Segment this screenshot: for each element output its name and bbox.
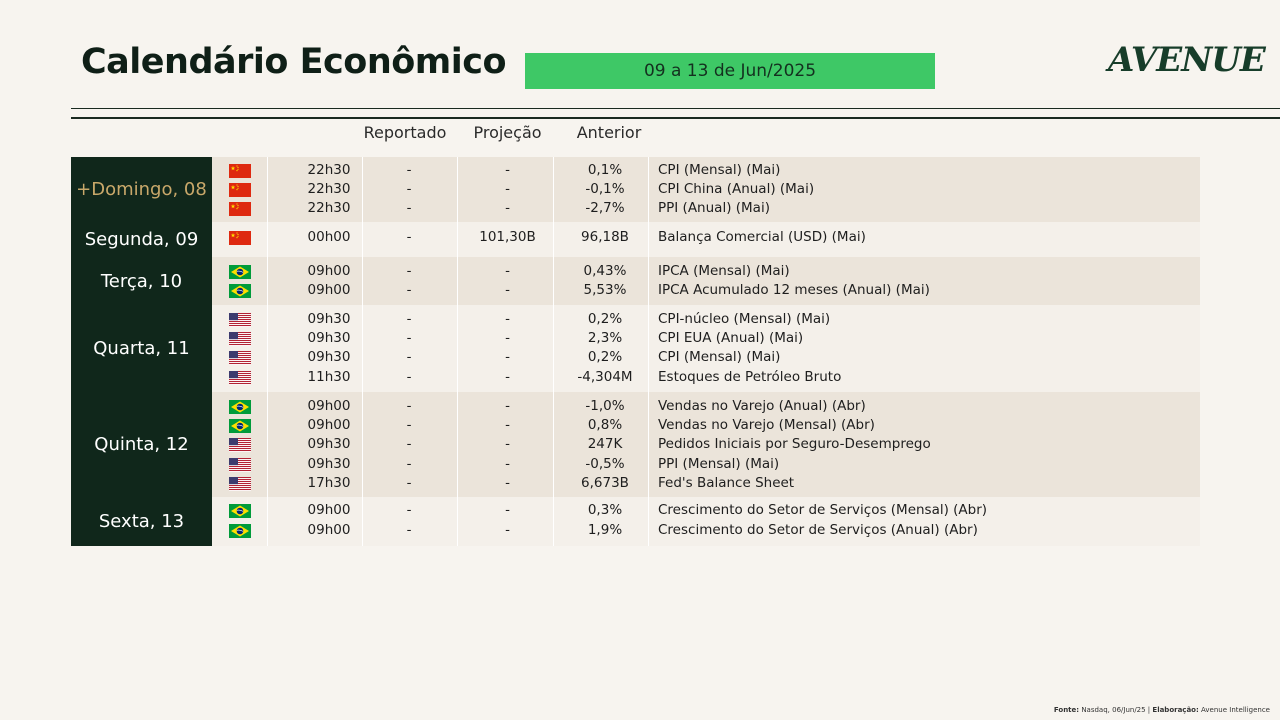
event-time: 09h30	[307, 349, 351, 365]
table-row	[212, 416, 1200, 435]
date-range-badge: 09 a 13 de Jun/2025	[525, 53, 935, 89]
previous-value: 0,2%	[587, 311, 623, 327]
day-group	[71, 257, 1200, 305]
day-group	[71, 222, 1200, 257]
previous-value: 5,53%	[583, 282, 627, 298]
table-row	[212, 435, 1200, 454]
projection-value: -	[505, 475, 510, 491]
reported-value: -	[406, 417, 412, 433]
event-name: CPI EUA (Anual) (Mai)	[658, 330, 804, 346]
previous-value: -1,0%	[585, 398, 625, 414]
event-time: 22h30	[307, 162, 351, 178]
projection-value: -	[505, 162, 510, 178]
previous-value: -4,304M	[577, 369, 633, 385]
brazil-flag-icon	[229, 419, 251, 433]
table-row	[212, 521, 1200, 540]
previous-value: 96,18B	[581, 229, 629, 245]
reported-value: -	[406, 330, 412, 346]
event-name: CPI China (Anual) (Mai)	[658, 181, 815, 197]
projection-value: -	[505, 436, 510, 452]
event-name: IPCA (Mensal) (Mai)	[658, 263, 790, 279]
table-row	[212, 348, 1200, 367]
day-label: Sexta, 13	[71, 497, 212, 546]
day-label: Quinta, 12	[71, 392, 212, 497]
day-group	[71, 157, 1200, 222]
day-rows	[212, 157, 1200, 222]
previous-value: 0,8%	[587, 417, 623, 433]
table-row	[212, 455, 1200, 474]
previous-value: 6,673B	[581, 475, 629, 491]
projection-value: -	[505, 502, 510, 518]
previous-value: -0,5%	[585, 456, 625, 472]
projection-value: -	[505, 311, 510, 327]
previous-value: 247K	[587, 436, 623, 452]
event-time: 09h30	[307, 311, 351, 327]
reported-value: -	[406, 398, 412, 414]
previous-value: 2,3%	[587, 330, 623, 346]
reported-value: -	[406, 162, 412, 178]
column-header-previous: Anterior	[576, 123, 642, 142]
brazil-flag-icon	[229, 504, 251, 518]
projection-value: -	[505, 200, 510, 216]
reported-value: -	[406, 282, 412, 298]
reported-value: -	[406, 229, 412, 245]
event-name: Estoques de Petróleo Bruto	[658, 369, 842, 385]
table-row	[212, 262, 1200, 281]
table-row	[212, 228, 1200, 247]
event-time: 09h00	[307, 502, 351, 518]
table-row	[212, 281, 1200, 300]
event-time: 17h30	[307, 475, 351, 491]
header-divider-top	[71, 108, 1280, 109]
brazil-flag-icon	[229, 400, 251, 414]
china-flag-icon	[229, 164, 251, 178]
event-name: Balança Comercial (USD) (Mai)	[658, 229, 866, 245]
reported-value: -	[406, 263, 412, 279]
china-flag-icon	[229, 183, 251, 197]
day-label: +Domingo, 08	[71, 157, 212, 222]
event-name: CPI-núcleo (Mensal) (Mai)	[658, 311, 831, 327]
page-title: Calendário Econômico	[81, 42, 507, 82]
reported-value: -	[406, 181, 412, 197]
projection-value: -	[505, 263, 510, 279]
event-time: 22h30	[307, 181, 351, 197]
reported-value: -	[406, 475, 412, 491]
reported-value: -	[406, 502, 412, 518]
event-name: Vendas no Varejo (Mensal) (Abr)	[658, 417, 875, 433]
event-name: Vendas no Varejo (Anual) (Abr)	[658, 398, 866, 414]
day-label: Quarta, 11	[71, 305, 212, 392]
day-rows	[212, 497, 1200, 546]
day-group	[71, 392, 1200, 497]
event-name: Crescimento do Setor de Serviços (Anual) (Abr)	[658, 522, 978, 538]
projection-value: -	[505, 398, 510, 414]
footer-source: Fonte: Nasdaq, 06/Jun/25 | Elaboração: Avenue Intelligence	[1053, 706, 1270, 714]
usa-flag-icon	[229, 313, 251, 327]
event-time: 22h30	[307, 200, 351, 216]
usa-flag-icon	[229, 438, 251, 452]
event-time: 11h30	[307, 369, 351, 385]
event-time: 09h00	[307, 417, 351, 433]
day-rows	[212, 222, 1200, 257]
reported-value: -	[406, 200, 412, 216]
event-name: CPI (Mensal) (Mai)	[658, 162, 781, 178]
event-name: PPI (Mensal) (Mai)	[658, 456, 780, 472]
usa-flag-icon	[229, 458, 251, 472]
projection-value: -	[505, 417, 510, 433]
china-flag-icon	[229, 202, 251, 216]
event-time: 09h00	[307, 522, 351, 538]
column-header-projection: Projeção	[473, 123, 542, 142]
previous-value: 0,43%	[583, 263, 627, 279]
day-rows	[212, 392, 1200, 497]
china-flag-icon	[229, 231, 251, 245]
reported-value: -	[406, 369, 412, 385]
projection-value: -	[505, 522, 510, 538]
event-time: 09h00	[307, 398, 351, 414]
reported-value: -	[406, 349, 412, 365]
projection-value: -	[505, 181, 510, 197]
projection-value: -	[505, 330, 510, 346]
previous-value: 0,2%	[587, 349, 623, 365]
usa-flag-icon	[229, 332, 251, 346]
avenue-logo: AVENUE	[1108, 40, 1265, 80]
event-name: CPI (Mensal) (Mai)	[658, 349, 781, 365]
previous-value: 1,9%	[587, 522, 623, 538]
table-row	[212, 501, 1200, 520]
event-time: 09h30	[307, 436, 351, 452]
day-rows	[212, 257, 1200, 305]
reported-value: -	[406, 456, 412, 472]
event-name: Pedidos Iniciais por Seguro-Desemprego	[658, 436, 931, 452]
day-group	[71, 497, 1200, 546]
day-rows	[212, 305, 1200, 392]
header-divider-bottom	[71, 117, 1280, 119]
table-row	[212, 161, 1200, 180]
event-time: 00h00	[307, 229, 351, 245]
event-name: PPI (Anual) (Mai)	[658, 200, 770, 216]
reported-value: -	[406, 522, 412, 538]
event-name: Fed's Balance Sheet	[658, 475, 795, 491]
previous-value: -2,7%	[585, 200, 625, 216]
table-row	[212, 397, 1200, 416]
event-time: 09h30	[307, 456, 351, 472]
previous-value: 0,3%	[587, 502, 623, 518]
brazil-flag-icon	[229, 265, 251, 279]
projection-value: -	[505, 282, 510, 298]
table-row	[212, 474, 1200, 493]
day-label: Segunda, 09	[71, 222, 212, 257]
projection-value: 101,30B	[479, 229, 536, 245]
projection-value: -	[505, 456, 510, 472]
brazil-flag-icon	[229, 284, 251, 298]
reported-value: -	[406, 436, 412, 452]
previous-value: -0,1%	[585, 181, 625, 197]
previous-value: 0,1%	[587, 162, 623, 178]
table-row	[212, 368, 1200, 387]
day-group	[71, 305, 1200, 392]
projection-value: -	[505, 369, 510, 385]
projection-value: -	[505, 349, 510, 365]
event-name: Crescimento do Setor de Serviços (Mensal) (Abr)	[658, 502, 988, 518]
event-time: 09h00	[307, 282, 351, 298]
table-row	[212, 180, 1200, 199]
usa-flag-icon	[229, 371, 251, 385]
column-header-reported: Reportado	[363, 123, 447, 142]
table-row	[212, 199, 1200, 218]
day-label: Terça, 10	[71, 257, 212, 305]
event-name: IPCA Acumulado 12 meses (Anual) (Mai)	[658, 282, 930, 298]
brazil-flag-icon	[229, 524, 251, 538]
table-row	[212, 310, 1200, 329]
usa-flag-icon	[229, 477, 251, 491]
table-row	[212, 329, 1200, 348]
event-time: 09h30	[307, 330, 351, 346]
usa-flag-icon	[229, 351, 251, 365]
event-time: 09h00	[307, 263, 351, 279]
reported-value: -	[406, 311, 412, 327]
